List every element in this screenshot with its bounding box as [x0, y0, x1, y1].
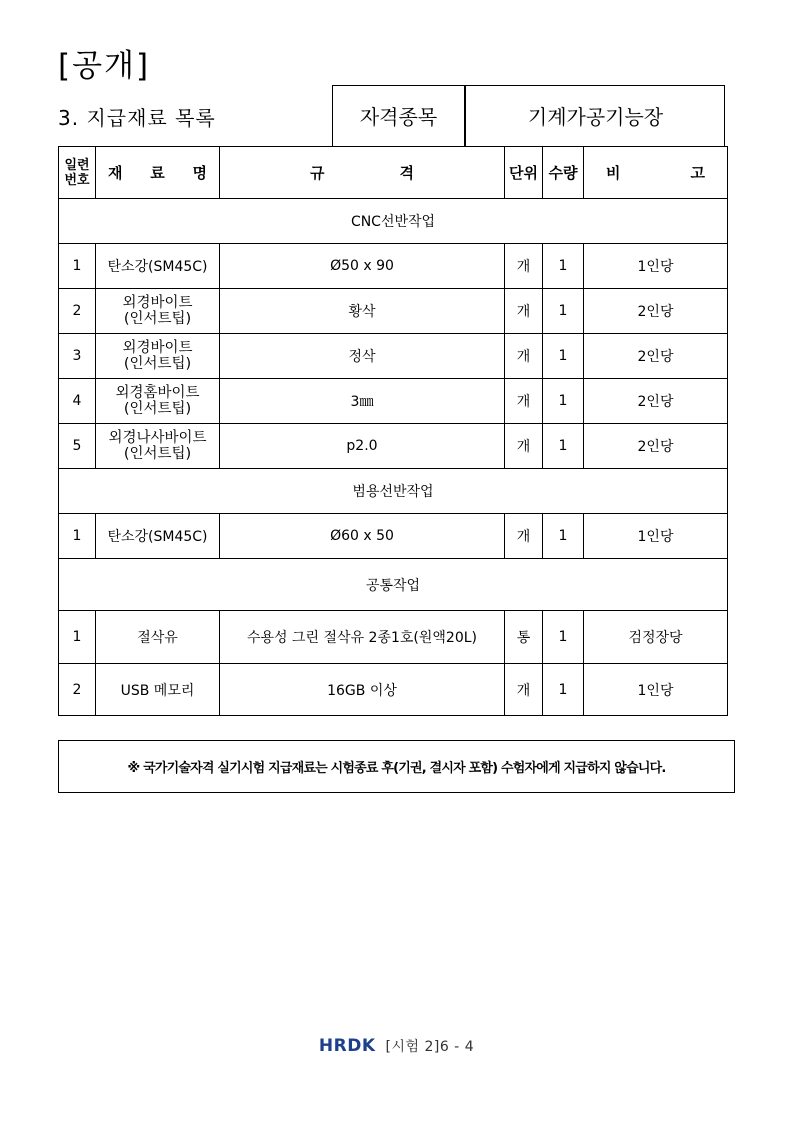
- hrdk-logo: HRDK: [318, 1036, 376, 1056]
- cell-unit: 통: [505, 611, 543, 664]
- col-header-no: 일련 번호: [59, 147, 96, 199]
- table-row: [59, 611, 728, 664]
- col-header-spec: 규 격: [220, 147, 505, 199]
- cell-note: 2인당: [584, 379, 728, 424]
- cell-qty: 1: [543, 664, 584, 716]
- cell-qty: 1: [543, 611, 584, 664]
- table-row: [59, 334, 728, 379]
- cell-note: 1인당: [584, 244, 728, 289]
- cell-spec: p2.0: [220, 424, 505, 469]
- cell-name: 절삭유: [96, 611, 220, 664]
- cell-spec: 수용성 그린 절삭유 2종1호(원액20L): [220, 611, 505, 664]
- cell-unit: 개: [505, 424, 543, 469]
- table-row: [59, 244, 728, 289]
- table-row: [59, 424, 728, 469]
- cell-no: 2: [59, 664, 96, 716]
- section-row: [59, 469, 728, 514]
- cell-no: 3: [59, 334, 96, 379]
- qualification-label: 자격종목: [359, 105, 438, 129]
- col-header-qty: 수량: [543, 147, 584, 199]
- cell-qty: 1: [543, 244, 584, 289]
- cell-qty: 1: [543, 289, 584, 334]
- cell-spec: 3㎜: [220, 379, 505, 424]
- col-header-name: 재 료 명: [96, 147, 220, 199]
- col-header-note: 비 고: [584, 147, 728, 199]
- page-footer: [0, 1036, 793, 1056]
- cell-note: 1인당: [584, 514, 728, 559]
- cell-name: 외경바이트 (인서트팁): [96, 289, 220, 334]
- cell-name: USB 메모리: [96, 664, 220, 716]
- cell-qty: 1: [543, 334, 584, 379]
- cell-spec: Ø50 x 90: [220, 244, 505, 289]
- cell-unit: 개: [505, 379, 543, 424]
- table-row: [59, 379, 728, 424]
- cell-unit: 개: [505, 334, 543, 379]
- cell-no: 2: [59, 289, 96, 334]
- cell-name: 외경나사바이트 (인서트팁): [96, 424, 220, 469]
- section-row: [59, 559, 728, 611]
- cell-no: 1: [59, 514, 96, 559]
- cell-name: 외경홈바이트 (인서트팁): [96, 379, 220, 424]
- cell-qty: 1: [543, 514, 584, 559]
- page-heading: [공개]: [58, 48, 151, 84]
- cell-spec: 16GB 이상: [220, 664, 505, 716]
- cell-unit: 개: [505, 514, 543, 559]
- cell-name: 외경바이트 (인서트팁): [96, 334, 220, 379]
- cell-note: 2인당: [584, 424, 728, 469]
- cell-qty: 1: [543, 424, 584, 469]
- cell-spec: 황삭: [220, 289, 505, 334]
- cell-no: 1: [59, 244, 96, 289]
- cell-unit: 개: [505, 244, 543, 289]
- cell-unit: 개: [505, 289, 543, 334]
- table-row: [59, 514, 728, 559]
- section-title-manual-lathe: 범용선반작업: [59, 469, 728, 514]
- section-title: 3. 지급재료 목록: [58, 106, 216, 130]
- section-title-cnc: CNC선반작업: [59, 199, 728, 244]
- col-header-unit: 단위: [505, 147, 543, 199]
- notice-box: ※ 국가기술자격 실기시험 지급재료는 시험종료 후(기권, 결시자 포함) 수험자에게 지급하지 않습니다.: [58, 740, 735, 793]
- cell-unit: 개: [505, 664, 543, 716]
- cell-note: 2인당: [584, 334, 728, 379]
- qualification-value: 기계가공기능장: [527, 105, 664, 129]
- cell-note: 2인당: [584, 289, 728, 334]
- cell-qty: 1: [543, 379, 584, 424]
- cell-no: 5: [59, 424, 96, 469]
- materials-table: [58, 146, 728, 716]
- table-header-row: [59, 147, 728, 199]
- cell-name: 탄소강(SM45C): [96, 244, 220, 289]
- cell-no: 4: [59, 379, 96, 424]
- cell-note: 검정장당: [584, 611, 728, 664]
- cell-note: 1인당: [584, 664, 728, 716]
- table-row: [59, 664, 728, 716]
- cell-spec: Ø60 x 50: [220, 514, 505, 559]
- cell-spec: 정삭: [220, 334, 505, 379]
- section-title-common: 공통작업: [59, 559, 728, 611]
- page-number: [시험 2]6 - 4: [385, 1039, 475, 1055]
- section-row: [59, 199, 728, 244]
- table-row: [59, 289, 728, 334]
- cell-name: 탄소강(SM45C): [96, 514, 220, 559]
- cell-no: 1: [59, 611, 96, 664]
